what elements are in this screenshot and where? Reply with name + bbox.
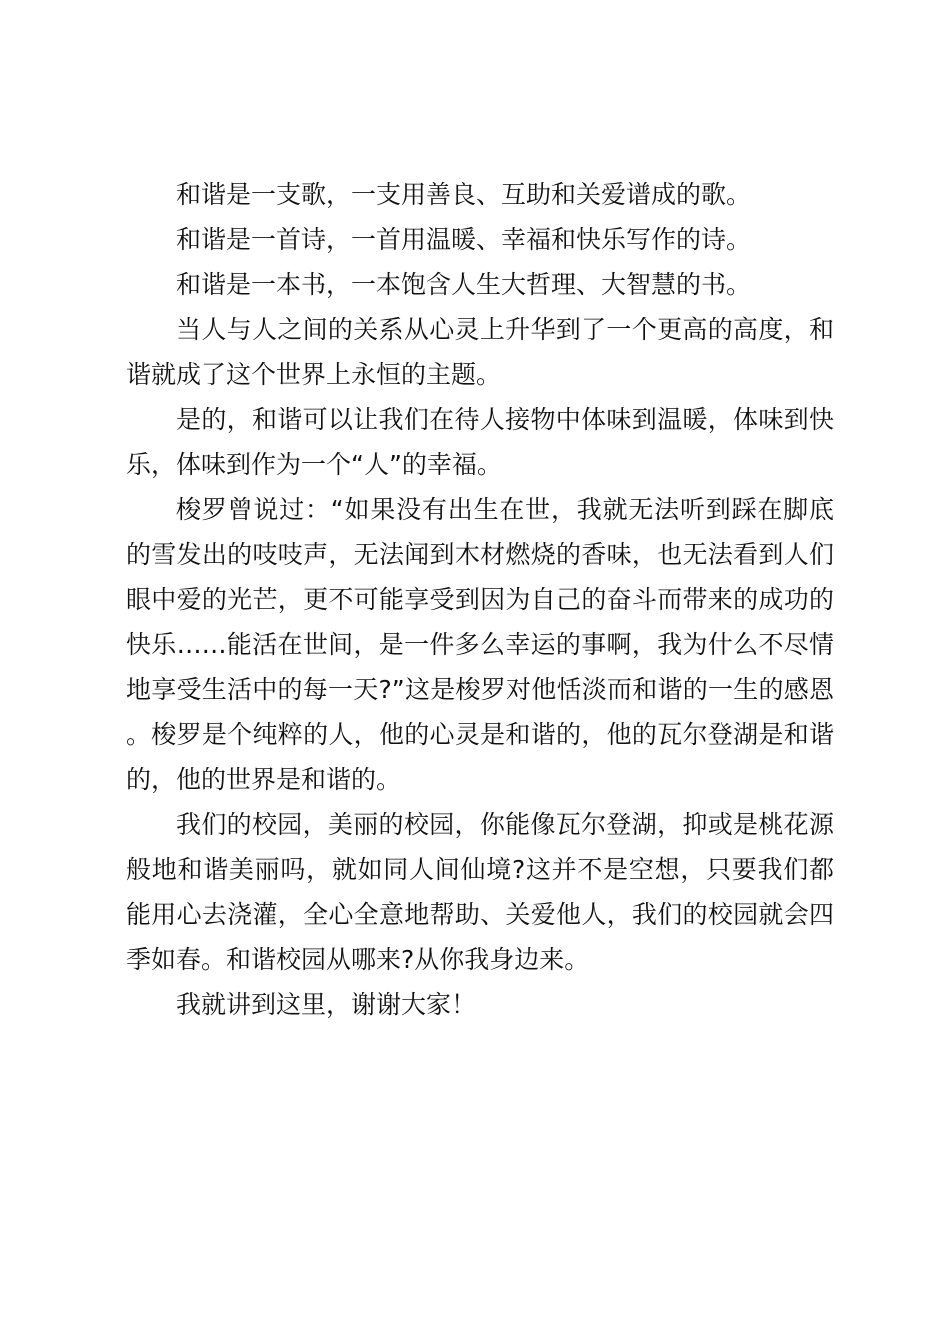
paragraph-harmony-song: 和谐是一支歌，一支用善良、互助和关爱谱成的歌。 — [176, 180, 752, 209]
paragraph-harmony-theme: 当人与人之间的关系从心灵上升华到了一个更高的高度，和谐就成了这个世界上永恒的主题。 — [126, 315, 834, 389]
paragraph-harmony-warmth: 是的，和谐可以让我们在待人接物中体味到温暖，体味到快乐，体味到作为一个“人”的幸福。 — [126, 405, 834, 479]
paragraph-campus: 我们的校园，美丽的校园，你能像瓦尔登湖，抑或是桃花源般地和谐美丽吗，就如同人间仙境?这并不是空想，只要我们都能用心去浇灌，全心全意地帮助、关爱他人，我们的校园就会四季如春。和谐校园从哪来?从你我身边来。 — [126, 810, 834, 974]
document-page — [126, 172, 834, 1027]
paragraph-closing: 我就讲到这里，谢谢大家！ — [176, 990, 477, 1019]
paragraph-harmony-book: 和谐是一本书，一本饱含人生大哲理、大智慧的书。 — [176, 270, 752, 299]
paragraph-harmony-poem: 和谐是一首诗，一首用温暖、幸福和快乐写作的诗。 — [176, 225, 752, 254]
paragraph-thoreau-quote: 梭罗曾说过：“如果没有出生在世，我就无法听到踩在脚底的雪发出的吱吱声，无法闻到木材燃烧的香味，也无法看到人们眼中爱的光芒，更不可能享受到因为自己的奋斗而带来的成功的快乐……能活在世间，是一件多么幸运的事啊，我为什么不尽情地享受生活中的每一天?”这是梭罗对他恬淡而和谐的一生的感恩。梭罗是个纯粹的人，他的心灵是和谐的，他的瓦尔登湖是和谐的，他的世界是和谐的。 — [126, 495, 834, 794]
